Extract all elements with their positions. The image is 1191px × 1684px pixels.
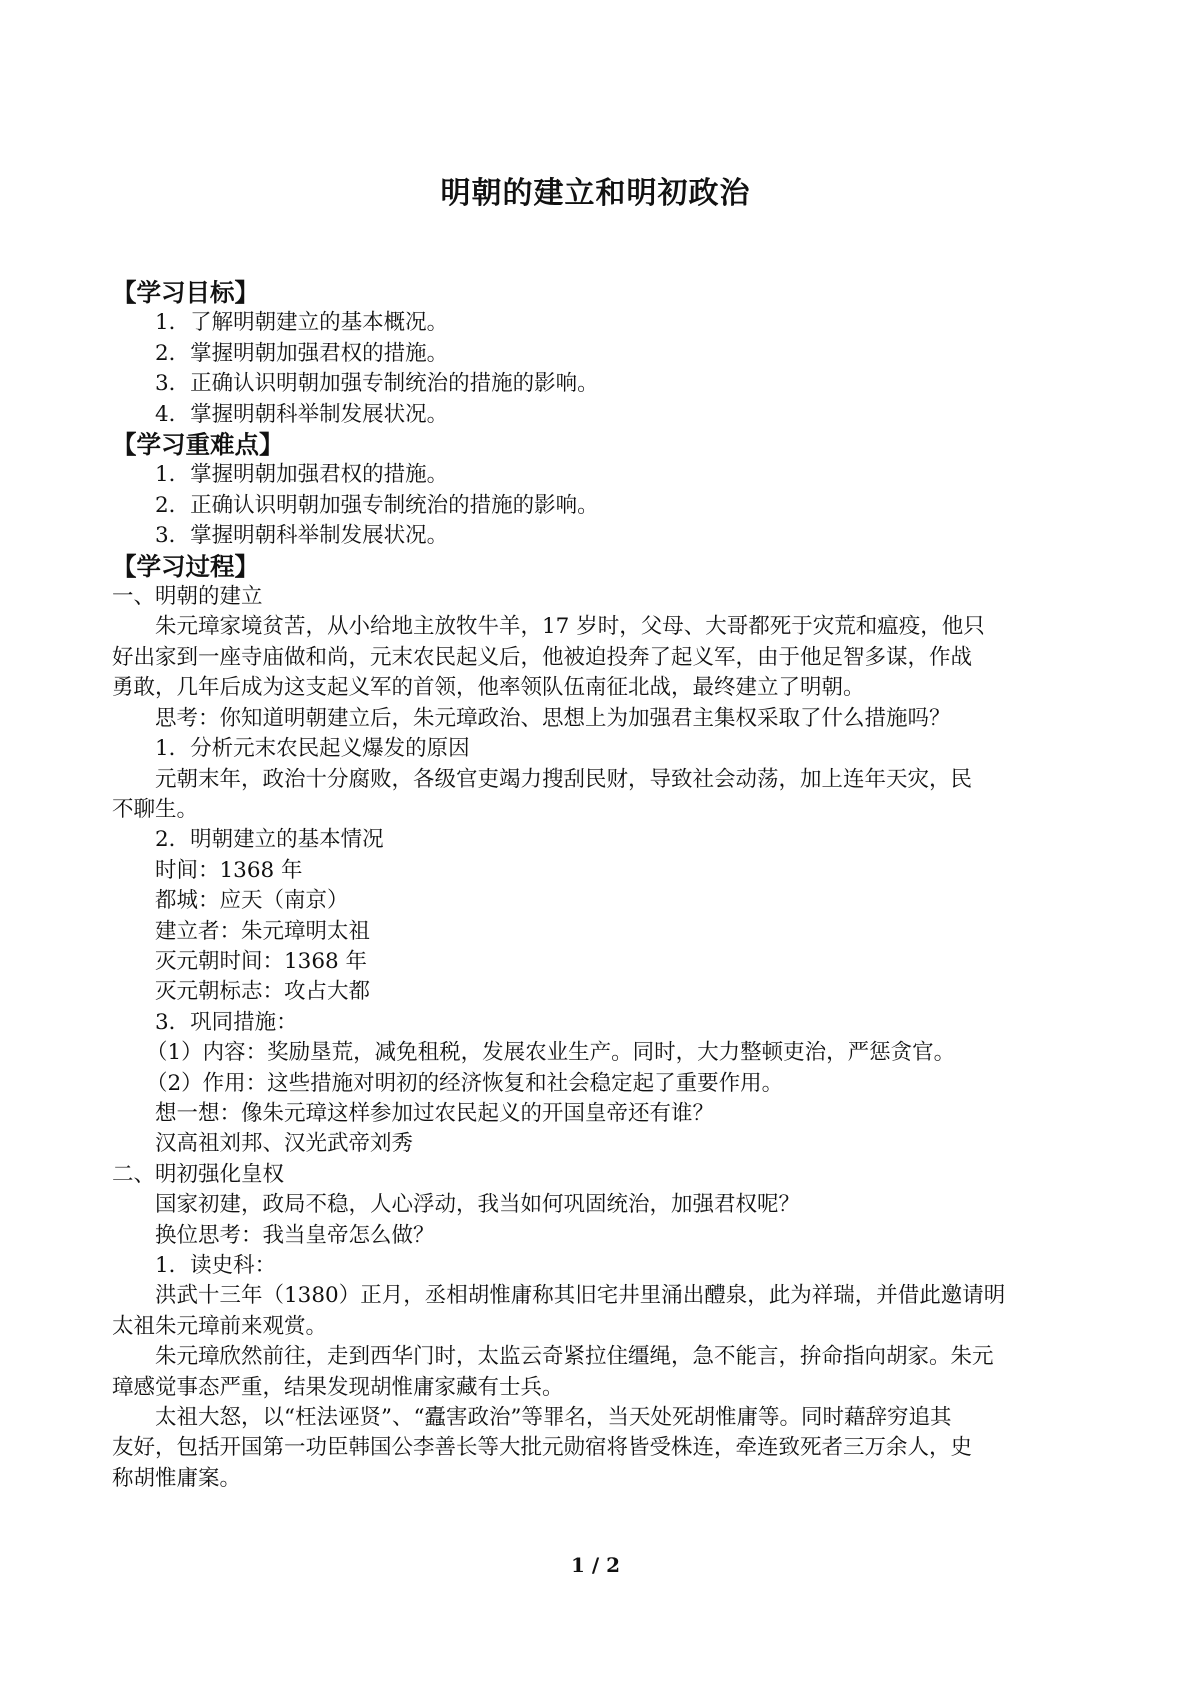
text-line: 好出家到一座寺庙做和尚，元末农民起义后，他被迫投奔了起义军，由于他足智多谋，作战 bbox=[112, 644, 973, 670]
text-line: 1．读史科： bbox=[155, 1253, 277, 1278]
text-line: 朱元璋家境贫苦，从小给地主放牧牛羊，17 岁时，父母、大哥都死于灾荒和瘟疫，他只 bbox=[155, 614, 985, 640]
document-body bbox=[112, 278, 1092, 1494]
text-line: 1．了解明朝建立的基本概况。 bbox=[155, 310, 449, 336]
text-line: 灭元朝标志：攻占大都 bbox=[155, 979, 371, 1005]
text-line: 换位思考：我当皇帝怎么做？ bbox=[155, 1222, 435, 1248]
text-line: 3．巩同措施： bbox=[155, 1009, 298, 1035]
text-line: 汉高祖刘邦、汉光武帝刘秀 bbox=[155, 1131, 414, 1157]
text-line: 不聊生。 bbox=[112, 796, 199, 822]
text-line: 二、明初强化皇权 bbox=[112, 1161, 285, 1187]
text-line: （1）内容：奖励垦荒，减免租税，发展农业生产。同时，大力整顿吏治，严惩贪官。 bbox=[146, 1040, 956, 1066]
text-line: 3．正确认识明朝加强专制统治的措施的影响。 bbox=[155, 371, 599, 397]
text-line: 想一想：像朱元璋这样参加过农民起义的开国皇帝还有谁？ bbox=[155, 1100, 715, 1126]
text-line: 时间：1368 年 bbox=[155, 857, 303, 883]
text-line: 国家初建，政局不稳，人心浮动，我当如何巩固统治，加强君权呢？ bbox=[155, 1192, 801, 1218]
text-line: 太祖大怒，以“枉法诬贤”、“蠹害政治”等罪名，当天处死胡惟庸等。同时藉辞穷追其 bbox=[155, 1405, 952, 1431]
text-line: 2．明朝建立的基本情况 bbox=[155, 827, 384, 853]
section-heading: 【学习重难点】 bbox=[112, 430, 284, 460]
section-heading: 【学习过程】 bbox=[112, 551, 259, 581]
text-line: 友好，包括开国第一功臣韩国公李善长等大批元勋宿将皆受株连，牵连致死者三万余人，史 bbox=[112, 1435, 973, 1461]
page-number: 1 / 2 bbox=[570, 1553, 621, 1577]
text-line: 灭元朝时间：1368 年 bbox=[155, 948, 368, 974]
text-line: 4．掌握明朝科举制发展状况。 bbox=[155, 401, 449, 427]
text-line: 思考：你知道明朝建立后，朱元璋政治、思想上为加强君主集权采取了什么措施吗？ bbox=[155, 705, 951, 731]
text-line: 1．分析元末农民起义爆发的原因 bbox=[155, 736, 470, 762]
text-line: 一、明朝的建立 bbox=[112, 584, 263, 610]
text-line: 2．掌握明朝加强君权的措施。 bbox=[155, 340, 449, 366]
text-line: 太祖朱元璋前来观赏。 bbox=[112, 1313, 328, 1339]
text-line: 勇敢，几年后成为这支起义军的首领，他率领队伍南征北战，最终建立了明朝。 bbox=[112, 675, 865, 701]
text-line: 2．正确认识明朝加强专制统治的措施的影响。 bbox=[155, 492, 599, 518]
text-line: 称胡惟庸案。 bbox=[112, 1465, 242, 1491]
text-line: （2）作用：这些措施对明初的经济恢复和社会稳定起了重要作用。 bbox=[146, 1070, 784, 1096]
text-line: 璋感觉事态严重，结果发现胡惟庸家藏有士兵。 bbox=[112, 1374, 564, 1400]
text-line: 1．掌握明朝加强君权的措施。 bbox=[155, 462, 449, 488]
text-line: 建立者：朱元璋明太祖 bbox=[155, 918, 371, 944]
page-title: 明朝的建立和明初政治 bbox=[440, 176, 751, 211]
text-line: 洪武十三年（1380）正月，丞相胡惟庸称其旧宅井里涌出醴泉，此为祥瑞，并借此邀请明 bbox=[155, 1283, 1006, 1309]
text-line: 朱元璋欣然前往，走到西华门时，太监云奇紧拉住缰绳，急不能言，拚命指向胡家。朱元 bbox=[155, 1344, 994, 1370]
text-line: 元朝末年，政治十分腐败，各级官吏竭力搜刮民财，导致社会动荡，加上连年天灾，民 bbox=[155, 766, 973, 792]
section-heading: 【学习目标】 bbox=[112, 278, 259, 307]
text-line: 3．掌握明朝科举制发展状况。 bbox=[155, 523, 449, 549]
text-line: 都城：应天（南京） bbox=[155, 888, 349, 914]
